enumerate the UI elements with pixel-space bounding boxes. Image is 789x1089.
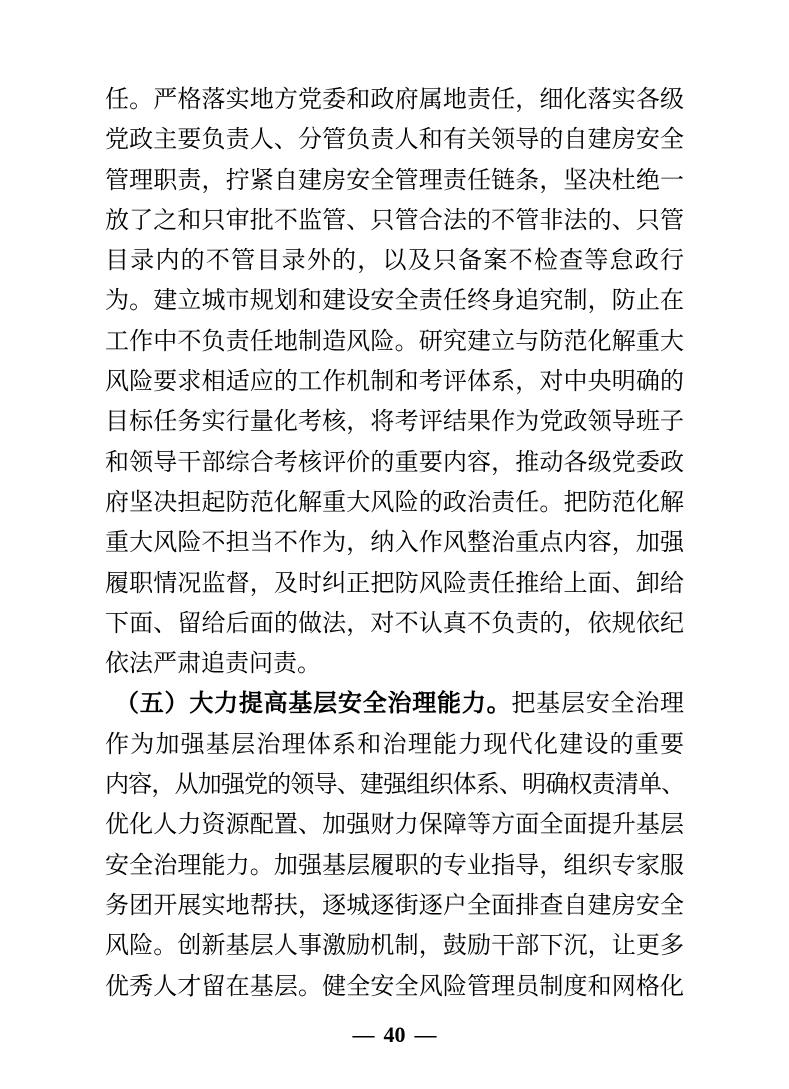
text-line [105,483,684,523]
text-line [105,201,684,241]
body-text: 重大风险不担当不作为，纳入作风整治重点内容，加强 [105,530,684,557]
text-line [105,362,684,402]
body-text: 工作中不负责任地制造风险。研究建立与防范化解重大 [105,328,684,355]
body-text: 依法严肃追责问责。 [105,651,321,678]
body-text: 务团开展实地帮扶，逐城逐街逐户全面排查自建房安全 [105,892,684,919]
body-text: 风险要求相适应的工作机制和考评体系，对中央明确的 [105,369,684,396]
body-text: 管理职责，拧紧自建房安全管理责任链条，坚决杜绝一 [105,167,684,194]
body-text: 任。严格落实地方党委和政府属地责任，细化落实各级 [105,87,684,113]
body-text: 内容，从加强党的领导、建强组织体系、明确权责清单、 [105,772,684,799]
body-text: 为。建立城市规划和建设安全责任终身追究制，防止在 [105,288,684,315]
text-line [105,241,684,281]
text-line [105,846,684,886]
body-text: 党政主要负责人、分管负责人和有关领导的自建房安全 [105,127,684,154]
body-text: 府坚决担起防范化解重大风险的政治责任。把防范化解 [105,489,684,516]
text-line [105,967,684,1007]
body-text: 放了之和只审批不监管、只管合法的不管非法的、只管 [105,207,684,234]
body-text: 和领导干部综合考核评价的重要内容，推动各级党委政 [105,449,684,476]
text-line [105,886,684,926]
text-line [105,765,684,805]
body-text: 目录内的不管目录外的，以及只备案不检查等怠政行 [105,248,684,275]
body-text: 作为加强基层治理体系和治理能力现代化建设的重要 [105,731,684,758]
section-heading-text: （五）大力提高基层安全治理能力。 [115,691,512,718]
page-footer [0,1022,789,1048]
body-text: 把基层安全治理 [511,691,684,718]
text-line [105,402,684,442]
text-line [105,120,684,160]
text-line [105,604,684,644]
body-text: 下面、留给后面的做法，对不认真不负责的，依规依纪 [105,610,684,637]
text-line [105,644,684,684]
text-line [105,523,684,563]
paragraph-continuation [105,80,684,684]
footer-dash-right: — [414,1022,437,1047]
text-line [105,443,684,483]
text-line [105,564,684,604]
footer-page-number: 40 [383,1022,406,1047]
text-line [105,926,684,966]
body-text: 履职情况监督，及时纠正把防风险责任推给上面、卸给 [105,570,684,597]
text-line [105,725,684,765]
text-line [105,281,684,321]
text-line [105,684,684,724]
body-text: 目标任务实行量化考核，将考评结果作为党政领导班子 [105,409,684,436]
body-text: 优秀人才留在基层。健全安全风险管理员制度和网格化 [105,973,684,1000]
footer-dash-left: — [352,1022,375,1047]
text-line [105,805,684,845]
text-line [105,161,684,201]
body-text: 优化人力资源配置、加强财力保障等方面全面提升基层 [105,812,684,839]
body-text: 安全治理能力。加强基层履职的专业指导，组织专家服 [105,852,684,879]
document-body [105,80,684,1007]
text-line [105,80,684,120]
paragraph-section-5 [105,684,684,1006]
text-line [105,322,684,362]
body-text: 风险。创新基层人事激励机制，鼓励干部下沉，让更多 [105,933,684,960]
